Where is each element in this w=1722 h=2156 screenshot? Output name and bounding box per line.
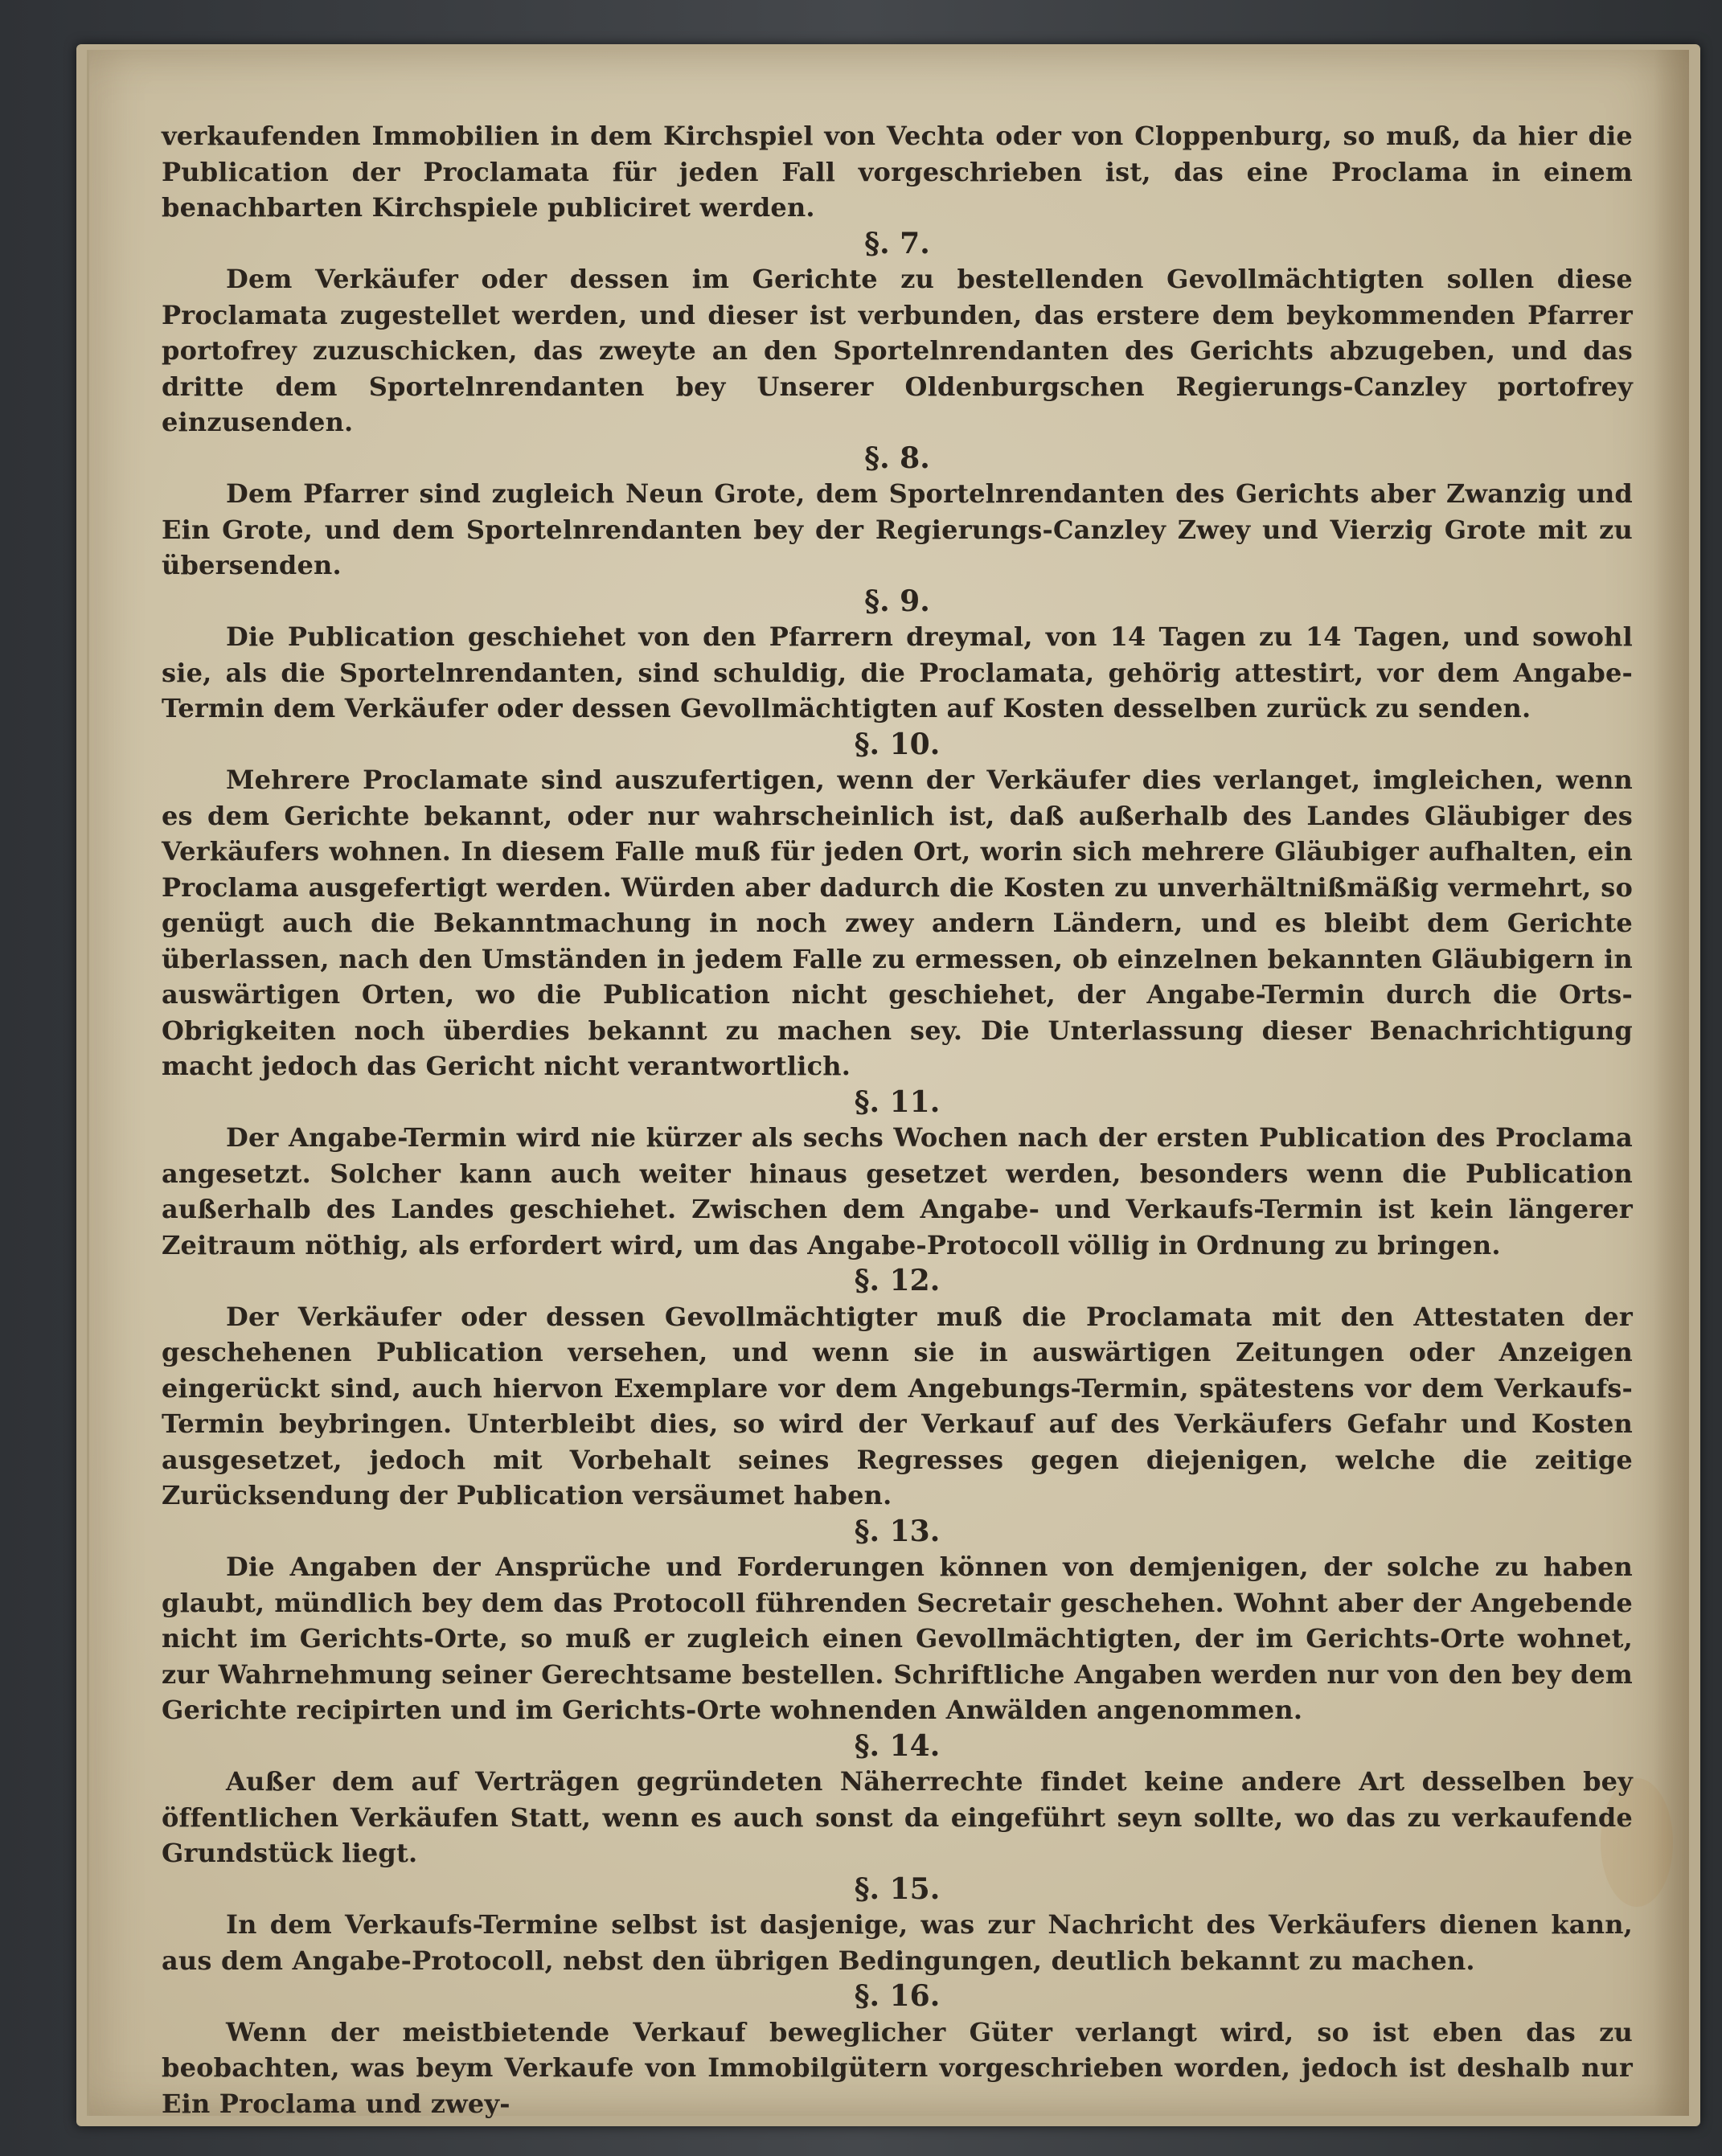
paragraph-section-13: Die Angaben der Ansprüche und Forderungen können von demjenigen, der solche zu haben glaubt, mündlich bey dem das Protocoll führenden Secretair geschehen. Wohnt aber der Angebende nicht im Gerichts-Orte, so muß er zugleich einen Gevollmächtigten, der im Gerichts-Orte wohnet, zur Wahrnehmung seiner Gerechtsame bestellen. Schriftliche Angaben werden nur von den bey dem Gerichte recipirten und im Gerichts-Orte wohnenden Anwälden angenommen.: [162, 1551, 1633, 1725]
section-heading-7: §. 7.: [864, 226, 930, 260]
section-heading-12: §. 12.: [854, 1264, 941, 1297]
paragraph-section-14: Außer dem auf Verträgen gegründeten Näherrechte findet keine andere Art desselben bey öffentlichen Verkäufen Statt, wenn es auch sonst da eingeführt seyn sollte, wo das zu verkaufende Grundstück liegt.: [162, 1766, 1633, 1868]
paragraph-continuation: verkaufenden Immobilien in dem Kirchspiel von Vechta oder von Cloppenburg, so muß, da hier die Publication der Proclamata für jeden Fall vorgeschrieben ist, das eine Proclama in einem benachbarten Kirchspiele publiciret werden.: [162, 121, 1633, 223]
section-heading-8: §. 8.: [864, 441, 930, 475]
paragraph-section-12: Der Verkäufer oder dessen Gevollmächtigter muß die Proclamata mit den Attestaten der geschehenen Publication versehen, und wenn sie in auswärtigen Zeitungen oder Anzeigen eingerückt sind, auch hiervon Exemplare vor dem Angebungs-Termin, spätestens vor dem Verkaufs-Termin beybringen. Unterbleibt dies, so wird der Verkauf auf des Verkäufers Gefahr und Kosten ausgesetzet, jedoch mit Vorbehalt seines Regresses gegen diejenigen, welche die zeitige Zurücksendung der Publication versäumet haben.: [162, 1301, 1633, 1510]
section-heading-9: §. 9.: [864, 584, 930, 618]
paragraph-section-11: Der Angabe-Termin wird nie kürzer als sechs Wochen nach der ersten Publication des Proclama angesetzt. Solcher kann auch weiter hinaus gesetzet werden, besonders wenn die Publication außerhalb des Landes geschiehet. Zwischen dem Angabe- und Verkaufs-Termin ist kein längerer Zeitraum nöthig, als erfordert wird, um das Angabe-Protocoll völlig in Ordnung zu bringen.: [162, 1122, 1633, 1260]
section-heading-16: §. 16.: [854, 1979, 941, 2013]
paragraph-section-7: Dem Verkäufer oder dessen im Gerichte zu bestellenden Gevollmächtigten sollen diese Proclamata zugestellet werden, und dieser ist verbunden, das erstere dem beykommenden Pfarrer portofrey zuzuschicken, das zweyte an den Sportelnrendanten des Gerichts abzugeben, und das dritte dem Sportelnrendanten bey Unserer Oldenburgschen Regierungs-Canzley portofrey einzusenden.: [162, 264, 1633, 437]
paragraph-section-8: Dem Pfarrer sind zugleich Neun Grote, dem Sportelnrendanten des Gerichts aber Zwanzig und Ein Grote, und dem Sportelnrendanten bey der Regierungs-Canzley Zwey und Vierzig Grote mit zu übersenden.: [162, 478, 1633, 580]
section-heading-13: §. 13.: [854, 1514, 941, 1548]
section-heading-11: §. 11.: [854, 1084, 941, 1119]
paragraph-section-16: Wenn der meistbietende Verkauf beweglicher Güter verlangt wird, so ist eben das zu beobachten, was beym Verkaufe von Immobilgütern vorgeschrieben worden, jedoch ist deshalb nur Ein Proclama und zwey-: [162, 2016, 1633, 2119]
paragraph-section-15: In dem Verkaufs-Termine selbst ist dasjenige, was zur Nachricht des Verkäufers dienen kann, aus dem Angabe-Protocoll, nebst den übrigen Bedingungen, deutlich bekannt zu machen.: [162, 1909, 1633, 1976]
book-page: [87, 50, 1689, 2119]
paragraph-section-9: Die Publication geschiehet von den Pfarrern dreymal, von 14 Tagen zu 14 Tagen, und sowohl sie, als die Sportelnrendanten, sind schuldig, die Proclamata, gehörig attestirt, vor dem Angabe-Termin dem Verkäufer oder dessen Gevollmächtigten auf Kosten desselben zurück zu senden.: [162, 621, 1633, 723]
paragraph-section-10: Mehrere Proclamate sind auszufertigen, wenn der Verkäufer dies verlanget, imgleichen, wenn es dem Gerichte bekannt, oder nur wahrscheinlich ist, daß außerhalb des Landes Gläubiger des Verkäufers wohnen. In diesem Falle muß für jeden Ort, worin sich mehrere Gläubiger aufhalten, ein Proclama ausgefertigt werden. Würden aber dadurch die Kosten zu unverhältnißmäßig vermehrt, so genügt auch die Bekanntmachung in noch zwey andern Ländern, und es bleibt dem Gerichte überlassen, nach den Umständen in jedem Falle zu ermessen, ob einzelnen bekannten Gläubigern in auswärtigen Orten, wo die Publication nicht geschiehet, der Angabe-Termin durch die Orts-Obrigkeiten noch überdies bekannt zu machen sey. Die Unterlassung dieser Benachrichtigung macht jedoch das Gericht nicht verantwortlich.: [162, 764, 1633, 1081]
page-text: [162, 118, 1633, 2121]
section-heading-10: §. 10.: [854, 727, 941, 761]
section-heading-15: §. 15.: [854, 1871, 941, 1906]
section-heading-14: §. 14.: [854, 1728, 941, 1763]
